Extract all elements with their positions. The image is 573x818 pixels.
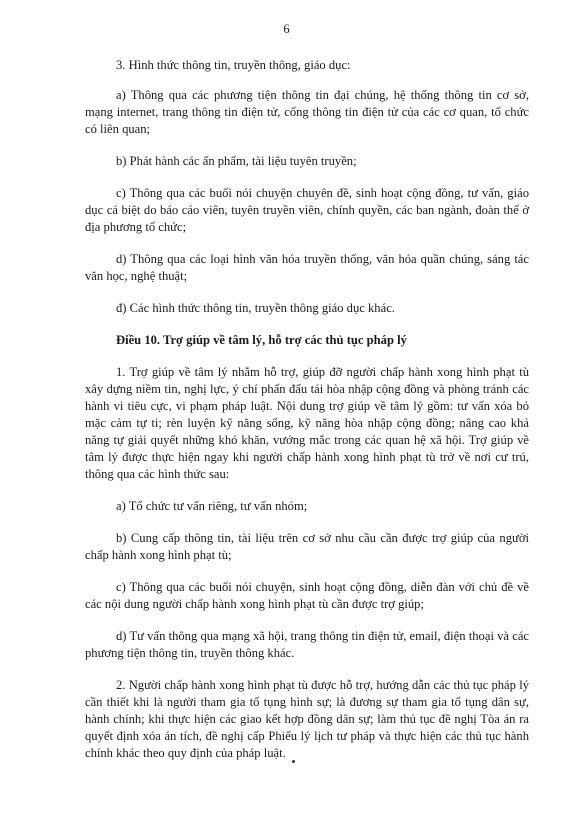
clause-1-item-d: d) Tư vấn thông qua mạng xã hội, trang thông tin điện tử, email, điện thoại và các phương tiện thông tin, truyền thông khác.	[85, 629, 529, 660]
page-number: 6	[283, 22, 290, 36]
item-b-publications: b) Phát hành các ấn phẩm, tài liệu tuyên truyền;	[116, 154, 357, 168]
scan-speck	[292, 760, 295, 763]
document-body	[85, 57, 529, 777]
section-3-heading: 3. Hình thức thông tin, truyền thông, giáo dục:	[116, 58, 351, 72]
item-d-culture: d) Thông qua các loại hình văn hóa truyền thống, văn hóa quần chúng, sáng tác văn học, nghệ thuật;	[85, 252, 529, 283]
clause-1-item-c: c) Thông qua các buổi nói chuyện, sinh hoạt cộng đồng, diễn đàn với chủ đề về các nội dung người chấp hành xong hình phạt tù cần được trợ giúp;	[85, 580, 529, 611]
clause-2-legal-procedures: 2. Người chấp hành xong hình phạt tù được hỗ trợ, hướng dẫn các thủ tục pháp lý cần thiết khi là người tham gia tố tụng hình sự; là đương sự tham gia tố tụng dân sự, hành chính; khi thực hiện các giao kết hợp đồng dân sự; làm thủ tục đề nghị Tòa án ra quyết định xóa án tích, đề nghị cấp Phiếu lý lịch tư pháp và thực hiện các thủ tục hành chính khác theo quy định của pháp luật.	[85, 678, 529, 760]
item-a-mass-media: a) Thông qua các phương tiện thông tin đại chúng, hệ thống thông tin cơ sở, mạng internet, trang thông tin điện tử, cổng thông tin điện tử của các cơ quan, tổ chức có liên quan;	[85, 88, 529, 136]
item-c-talks: c) Thông qua các buổi nói chuyện chuyên đề, sinh hoạt cộng đồng, tư vấn, giáo dục cá biệt do báo cáo viên, tuyên truyền viên, chính quyền, các ban ngành, đoàn thể ở địa phương tổ chức;	[85, 186, 529, 234]
clause-1-item-b: b) Cung cấp thông tin, tài liệu trên cơ sở nhu cầu cần được trợ giúp của người chấp hành xong hình phạt tù;	[85, 531, 529, 562]
article-10-heading: Điều 10. Trợ giúp về tâm lý, hỗ trợ các thủ tục pháp lý	[116, 333, 407, 347]
item-dd-other-forms: đ) Các hình thức thông tin, truyền thông giáo dục khác.	[116, 301, 395, 315]
clause-1-item-a: a) Tổ chức tư vấn riêng, tư vấn nhóm;	[116, 499, 308, 513]
clause-1-psychological-support: 1. Trợ giúp về tâm lý nhằm hỗ trợ, giúp đỡ người chấp hành xong hình phạt tù xây dựng niềm tin, nghị lực, ý chí phấn đấu tái hòa nhập cộng đồng và phòng tránh các hành vi tiêu cực, vi phạm pháp luật. Nội dung trợ giúp về tâm lý gồm: tư vấn xóa bỏ mặc cảm tự ti; rèn luyện kỹ năng sống, kỹ năng hòa nhập cộng đồng; nâng cao khả năng tự giải quyết những khó khăn, vướng mắc trong các quan hệ xã hội. Trợ giúp về tâm lý được thực hiện ngay khi người chấp hành xong hình phạt tù trở về nơi cư trú, thông qua các hình thức sau:	[85, 365, 529, 481]
